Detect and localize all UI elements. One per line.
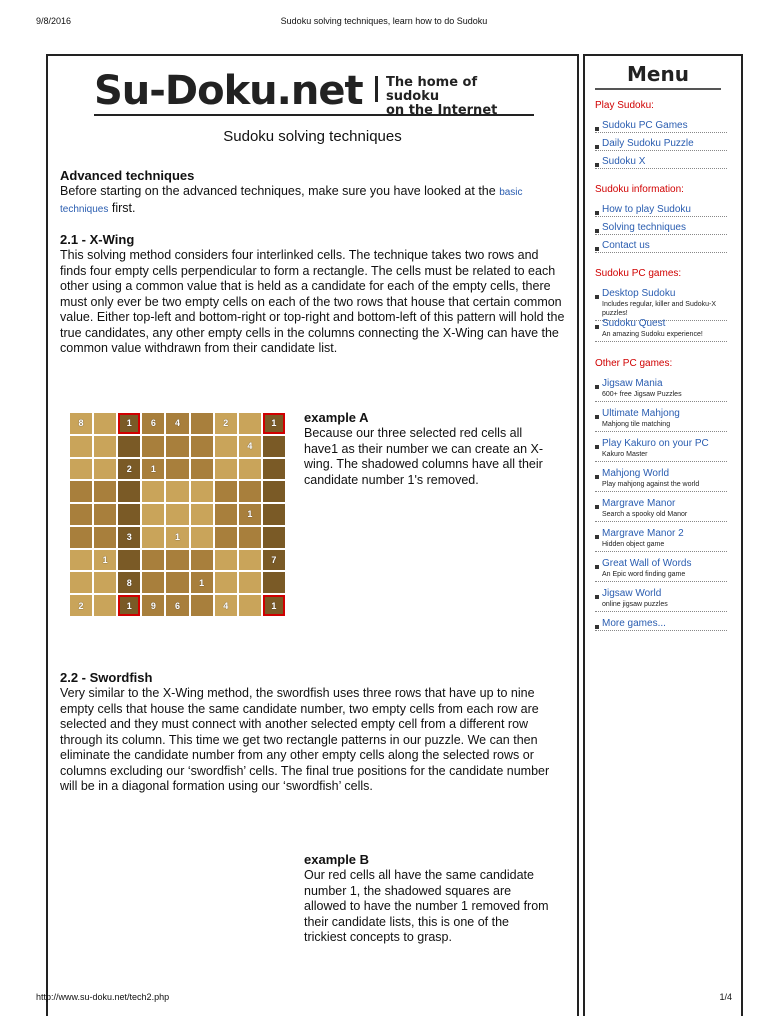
sudoku-cell (70, 527, 92, 548)
sudoku-cell (166, 504, 188, 525)
sudoku-cell: 6 (142, 413, 164, 434)
menu-item[interactable] (595, 378, 727, 402)
sudoku-cell (263, 527, 285, 548)
menu-link[interactable]: Jigsaw World (602, 588, 662, 599)
logo-tagline-line2: on the Internet (386, 103, 498, 118)
sudoku-cell (94, 595, 116, 616)
sudoku-cell: 4 (166, 413, 188, 434)
bullet-icon (595, 247, 599, 251)
sudoku-cell (215, 572, 237, 593)
sudoku-cell (215, 481, 237, 502)
sudoku-cell (142, 436, 164, 457)
menu-item[interactable] (595, 558, 727, 582)
sudoku-cell (263, 572, 285, 593)
sudoku-cell (142, 572, 164, 593)
menu-item[interactable] (595, 408, 727, 432)
menu-item[interactable] (595, 468, 727, 492)
menu-link[interactable]: Margrave Manor (602, 498, 676, 509)
sudoku-cell: 4 (239, 436, 261, 457)
example-b (304, 852, 552, 946)
example-a-body: Because our three selected red cells all have1 as their number we can create an X-wing. The shadowed columns have all their candidate number 1's removed. (304, 426, 544, 487)
bullet-icon (595, 475, 599, 479)
sudoku-cell: 2 (70, 595, 92, 616)
bullet-icon (595, 211, 599, 215)
sudoku-cell (215, 504, 237, 525)
sudoku-cell (94, 504, 116, 525)
advanced-intro-end: first. (111, 200, 136, 215)
bullet-icon (595, 385, 599, 389)
sudoku-cell (166, 459, 188, 480)
sudoku-cell (166, 436, 188, 457)
sudoku-cell (239, 481, 261, 502)
menu-link[interactable]: Play Kakuro on your PC (602, 438, 709, 449)
sudoku-cell (142, 504, 164, 525)
swordfish-heading: 2.2 - Swordfish (60, 670, 153, 685)
logo-tagline (386, 76, 534, 118)
sudoku-cell: 1 (263, 595, 285, 616)
menu-link[interactable]: Contact us (602, 240, 650, 251)
sudoku-cell (94, 413, 116, 434)
swordfish-body: Very similar to the X-Wing method, the swordfish uses three rows that have up to nine empty cells that house the same candidate number, two empty cells from each row are selected and they must connect with another selected empty cell from a different row through its column. This time we get two rectangle patterns in our puzzle. We can then eliminate the candidate number from any other empty cells along the selected rows or columns excluding our ‘swordfish’ cells. The final true positions for the candidate number will be in a diagonal formation using our ‘swordfish’ cells. (60, 686, 550, 793)
sudoku-cell (166, 481, 188, 502)
menu-item[interactable] (595, 618, 727, 631)
menu-item-description: Mahjong tile matching (602, 421, 671, 428)
advanced-heading: Advanced techniques (60, 168, 195, 183)
bullet-icon (595, 595, 599, 599)
menu-link[interactable]: Margrave Manor 2 (602, 528, 684, 539)
sudoku-cell: 6 (166, 595, 188, 616)
bullet-icon (595, 415, 599, 419)
sudoku-grid-example-a (68, 411, 287, 618)
menu-link[interactable]: How to play Sudoku (602, 204, 691, 215)
menu-item[interactable] (595, 318, 727, 342)
sudoku-cell (263, 436, 285, 457)
sudoku-cell (142, 481, 164, 502)
bullet-icon (595, 325, 599, 329)
sudoku-cell (70, 572, 92, 593)
menu-item-description: Kakuro Master (602, 451, 648, 458)
menu-link[interactable]: Jigsaw Mania (602, 378, 663, 389)
menu-link[interactable]: More games... (602, 618, 666, 629)
menu-link[interactable]: Mahjong World (602, 468, 670, 479)
basic-techniques-link[interactable]: basic techniques (60, 187, 523, 215)
menu-item-description: 600+ free Jigsaw Puzzles (602, 391, 682, 398)
menu-link[interactable]: Daily Sudoku Puzzle (602, 138, 694, 149)
sudoku-cell (191, 481, 213, 502)
menu-item[interactable] (595, 240, 727, 253)
xwing-body: This solving method considers four interlinked cells. The technique takes two rows and finds four empty cells perpendicular to form a rectangle. The cells must be related to each other using a common value that is held as a candidate for each of the empty cells, there must only ever be two empty cells on each of the two rows that house that certain common value. Either top-left and bottom-right or top-right and bottom-left of this pattern will hold the true candidates, any other empty cells in the columns connecting the X-Wing can have the common value withdrawn from their candidate list. (60, 248, 565, 355)
sudoku-cell: 1 (94, 550, 116, 571)
menu-item[interactable] (595, 138, 727, 151)
page-title: Sudoku solving techniques (223, 128, 402, 145)
menu-item[interactable] (595, 528, 727, 552)
sudoku-cell: 1 (118, 413, 140, 434)
sudoku-cell (239, 527, 261, 548)
menu-link[interactable]: Ultimate Mahjong (602, 408, 680, 419)
sudoku-cell (215, 459, 237, 480)
sudoku-cell: 7 (263, 550, 285, 571)
print-date: 9/8/2016 (36, 16, 72, 26)
sudoku-cell: 1 (142, 459, 164, 480)
sudoku-cell (215, 527, 237, 548)
menu-item-description: Includes regular, killer and Sudoku-X puzzles! (602, 301, 717, 317)
sudoku-cell (70, 481, 92, 502)
sudoku-cell (191, 504, 213, 525)
menu-item[interactable] (595, 498, 727, 522)
bullet-icon (595, 145, 599, 149)
sudoku-cell: 4 (215, 595, 237, 616)
sudoku-cell (191, 436, 213, 457)
example-b-body: Our red cells all have the same candidate number 1, the shadowed squares are allowed to have the number 1 removed from their candidate lists, this is one of the trickiest concepts to grasp. (304, 868, 549, 944)
logo-tagline-line1: The home of sudoku (386, 75, 478, 104)
print-url: http://www.su-doku.net/tech2.php (36, 992, 170, 1002)
bullet-icon (595, 505, 599, 509)
menu-section-label: Sudoku information: (595, 184, 684, 195)
xwing-section (60, 232, 565, 357)
menu-item-description: Search a spooky old Manor (602, 511, 688, 518)
bullet-icon (595, 625, 599, 629)
sudoku-cell (166, 550, 188, 571)
menu-item[interactable] (595, 288, 727, 321)
sudoku-cell (239, 550, 261, 571)
site-logo[interactable] (94, 70, 534, 116)
sudoku-cell (191, 413, 213, 434)
menu-link[interactable]: Great Wall of Words (602, 558, 692, 569)
menu-item[interactable] (595, 204, 727, 217)
advanced-section (60, 168, 565, 217)
sudoku-cell: 1 (166, 527, 188, 548)
menu-link[interactable]: Sudoku PC Games (602, 120, 688, 131)
logo-brand: Su-Doku.net (94, 68, 363, 114)
sudoku-cell (94, 459, 116, 480)
sudoku-cell: 1 (191, 572, 213, 593)
menu-item-description: Play mahjong against the world (602, 481, 700, 488)
bullet-icon (595, 565, 599, 569)
menu-item[interactable] (595, 156, 727, 169)
sudoku-cell (239, 413, 261, 434)
sudoku-cell (94, 527, 116, 548)
print-title: Sudoku solving techniques, learn how to do Sudoku (280, 16, 488, 26)
sudoku-cell (94, 572, 116, 593)
example-a-title: example A (304, 410, 369, 425)
sudoku-cell (215, 550, 237, 571)
sudoku-cell (263, 504, 285, 525)
swordfish-section (60, 670, 565, 795)
sudoku-cell (166, 572, 188, 593)
menu-section-label: Sudoku PC games: (595, 268, 682, 279)
bullet-icon (595, 295, 599, 299)
menu-item-description: An amazing Sudoku experience! (602, 331, 703, 338)
sudoku-cell (239, 595, 261, 616)
menu-item[interactable] (595, 438, 727, 462)
menu-item-description: Hidden object game (602, 541, 665, 548)
print-page-number: 1/4 (719, 992, 732, 1002)
sudoku-cell (94, 481, 116, 502)
menu-section-label: Play Sudoku: (595, 100, 654, 111)
sudoku-cell (215, 436, 237, 457)
menu-item-description: An Epic word finding game (602, 571, 686, 578)
sudoku-cell: 9 (142, 595, 164, 616)
main-content (46, 54, 579, 1016)
sudoku-cell (70, 504, 92, 525)
sudoku-cell: 1 (263, 413, 285, 434)
menu-link[interactable]: Desktop Sudoku (602, 288, 676, 299)
sudoku-cell (118, 436, 140, 457)
sudoku-cell (118, 550, 140, 571)
sudoku-cell (118, 504, 140, 525)
sudoku-cell (239, 572, 261, 593)
sudoku-cell (191, 550, 213, 571)
sudoku-cell (263, 459, 285, 480)
advanced-intro (60, 184, 565, 217)
sudoku-cell (263, 481, 285, 502)
menu-item[interactable] (595, 588, 727, 612)
menu-link[interactable]: Solving techniques (602, 222, 686, 233)
sudoku-cell (94, 436, 116, 457)
menu-item[interactable] (595, 222, 727, 235)
menu-item[interactable] (595, 120, 727, 133)
sudoku-cell (191, 595, 213, 616)
sudoku-cell: 2 (118, 459, 140, 480)
sudoku-cell: 1 (239, 504, 261, 525)
bullet-icon (595, 163, 599, 167)
example-a (304, 410, 552, 488)
sudoku-cell: 3 (118, 527, 140, 548)
sudoku-cell: 1 (118, 595, 140, 616)
print-header (0, 16, 768, 30)
menu-link[interactable]: Sudoku Quest (602, 318, 666, 329)
sudoku-cell (70, 550, 92, 571)
sudoku-cell (239, 459, 261, 480)
logo-divider (375, 76, 378, 102)
sudoku-cell (118, 481, 140, 502)
bullet-icon (595, 445, 599, 449)
menu-section-label: Other PC games: (595, 358, 673, 369)
sudoku-cell (191, 527, 213, 548)
sudoku-cell: 2 (215, 413, 237, 434)
menu-title: Menu (595, 62, 721, 90)
sudoku-cell (70, 436, 92, 457)
example-b-title: example B (304, 852, 370, 867)
bullet-icon (595, 127, 599, 131)
bullet-icon (595, 229, 599, 233)
advanced-intro-text: Before starting on the advanced techniques, make sure you have looked at the (60, 184, 496, 198)
menu-item-description: online jigsaw puzzles (602, 601, 668, 608)
sudoku-cell: 8 (118, 572, 140, 593)
menu-link[interactable]: Sudoku X (602, 156, 646, 167)
sidebar-menu (583, 54, 743, 1016)
xwing-heading: 2.1 - X-Wing (60, 232, 135, 247)
bullet-icon (595, 535, 599, 539)
sudoku-cell (142, 550, 164, 571)
sudoku-cell (142, 527, 164, 548)
sudoku-cell (70, 459, 92, 480)
sudoku-cell (191, 459, 213, 480)
sudoku-cell: 8 (70, 413, 92, 434)
